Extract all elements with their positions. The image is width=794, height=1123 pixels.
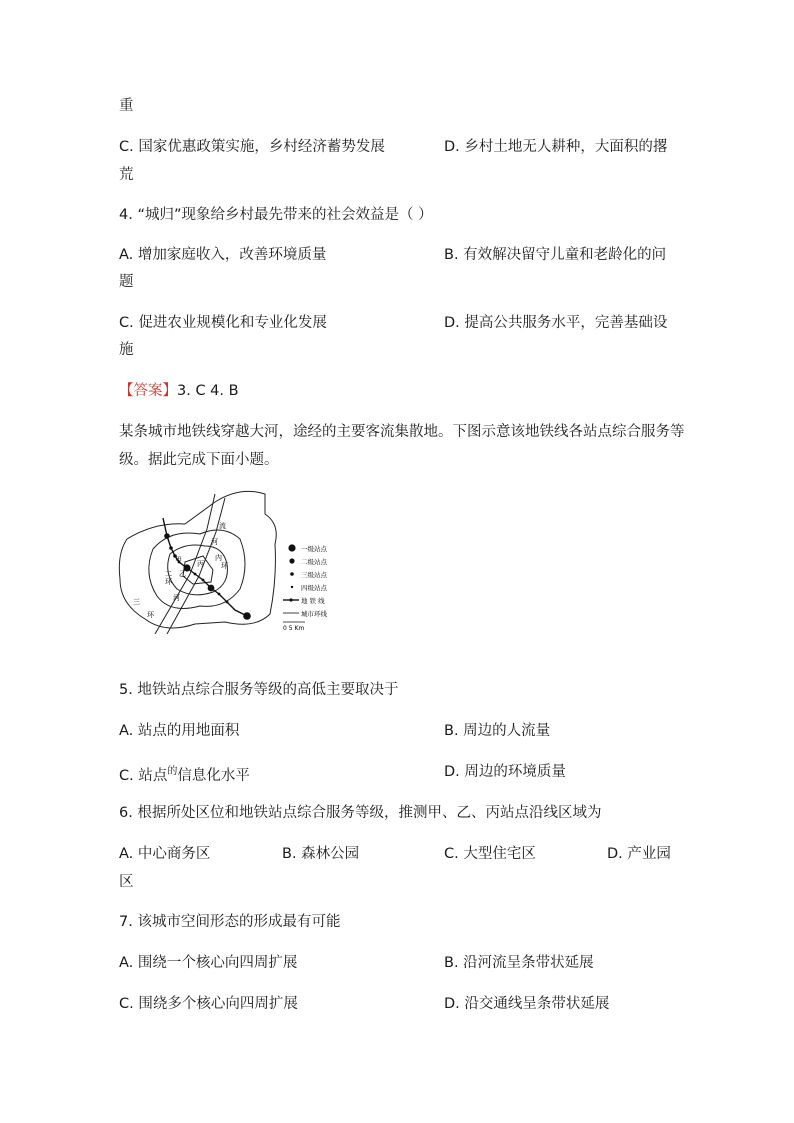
q7-option-d: D. 沿交通线呈条带状延展	[444, 996, 610, 1012]
metro-station	[208, 585, 215, 592]
q7-option-c: C. 围绕多个核心向四周扩展	[119, 996, 298, 1012]
map-label-river-1: 流	[219, 522, 226, 530]
q4-stem: 4. “城归”现象给乡村最先带来的社会效益是（ ）	[119, 207, 433, 223]
legend-level4-label: 四级站点	[301, 584, 327, 592]
legend-scale-label: 0 5 Km	[283, 625, 305, 632]
q3-option-b-continuation: 重	[119, 98, 134, 114]
q4-option-a: A. 增加家庭收入，改善环境质量	[119, 247, 327, 263]
legend-metro-label: 地 铁 线	[301, 597, 325, 605]
q6-option-c: C. 大型住宅区	[444, 846, 536, 862]
metro-station	[226, 601, 229, 604]
q5-option-c	[119, 762, 250, 786]
map-label-second-2: 环	[165, 578, 172, 586]
q6-option-d: D. 产业园	[607, 846, 671, 862]
answer-text: 3. C 4. B	[177, 383, 239, 399]
map-label-inner-2: 环	[221, 562, 228, 570]
map-label-third-2: 环	[147, 611, 154, 619]
third-ring-road	[149, 530, 245, 608]
q5-option-c-rest: 信息化水平	[177, 767, 250, 784]
station-label-jia: 甲	[175, 556, 182, 564]
q5-option-a: A. 站点的用地面积	[119, 723, 240, 739]
legend-level1-label: 一级站点	[301, 545, 327, 553]
answer-label: 【答案】	[119, 383, 177, 399]
metro-station	[218, 593, 221, 596]
q6-option-b: B. 森林公园	[282, 846, 360, 862]
map-label-river-2: 河	[211, 538, 218, 546]
legend-level3-symbol	[290, 572, 294, 576]
map-label-second-1: 二	[165, 570, 172, 578]
q4-option-b: B. 有效解决留守儿童和老龄化的问	[444, 247, 667, 263]
legend-ring-label: 城市环线	[301, 610, 327, 618]
q3-option-c: C. 国家优惠政策实施，乡村经济蓄势发展	[119, 139, 385, 155]
q5-option-c-sup: 的	[167, 766, 178, 777]
legend-level4-symbol	[291, 586, 293, 588]
passage-line-2: 级。据此完成下面小题。	[119, 452, 279, 468]
q4-option-b-continuation: 题	[119, 274, 134, 290]
map-legend	[283, 544, 328, 632]
q5-option-d: D. 周边的环境质量	[444, 764, 566, 780]
legend-level3-label: 三级站点	[301, 571, 327, 579]
q3-option-d: D. 乡村土地无人耕种，大面积的撂	[444, 139, 668, 155]
map-label-river-3: 河	[173, 594, 180, 602]
q6-stem: 6. 根据所处区位和地铁站点综合服务等级，推测甲、乙、丙站点沿线区域为	[119, 805, 602, 821]
q5-option-c-text: C. 站点	[119, 767, 168, 784]
map-label-third-1: 三	[133, 598, 140, 606]
q6-option-a: A. 中心商务区	[119, 846, 211, 862]
metro-station	[194, 573, 197, 576]
q3-option-d-continuation: 荒	[119, 167, 134, 183]
river-bank-right	[167, 498, 225, 634]
metro-station	[243, 612, 251, 620]
q5-option-b: B. 周边的人流量	[444, 723, 551, 739]
legend-metro-dot	[289, 598, 292, 601]
second-ring-road	[168, 545, 228, 595]
legend-level2-symbol	[289, 558, 294, 563]
q5-stem: 5. 地铁站点综合服务等级的高低主要取决于	[119, 682, 399, 698]
passage-line-1: 某条城市地铁线穿越大河，途经的主要客流集散地。下图示意该地铁线各站点综合服务等	[119, 424, 685, 440]
station-label-yi: 乙	[179, 570, 186, 578]
q7-stem: 7. 该城市空间形态的形成最有可能	[119, 914, 341, 930]
metro-station	[164, 533, 170, 539]
q6-option-d-continuation: 区	[119, 874, 134, 890]
q4-option-d: D. 提高公共服务水平，完善基础设	[444, 315, 668, 331]
q7-option-a: A. 围绕一个核心向四周扩展	[119, 955, 298, 971]
metro-station	[202, 579, 205, 582]
legend-level2-label: 二级站点	[301, 558, 327, 566]
q4-option-c: C. 促进农业规模化和专业化发展	[119, 315, 327, 331]
metro-line-map	[115, 484, 355, 634]
answer-line	[119, 381, 239, 401]
metro-station	[169, 546, 173, 550]
map-label-inner-1: 内	[215, 554, 222, 562]
q4-option-d-continuation: 施	[119, 342, 134, 358]
station-label-bing: 丙	[197, 560, 204, 568]
legend-level1-symbol	[288, 544, 295, 551]
q7-option-b: B. 沿河流呈条带状延展	[444, 955, 594, 971]
